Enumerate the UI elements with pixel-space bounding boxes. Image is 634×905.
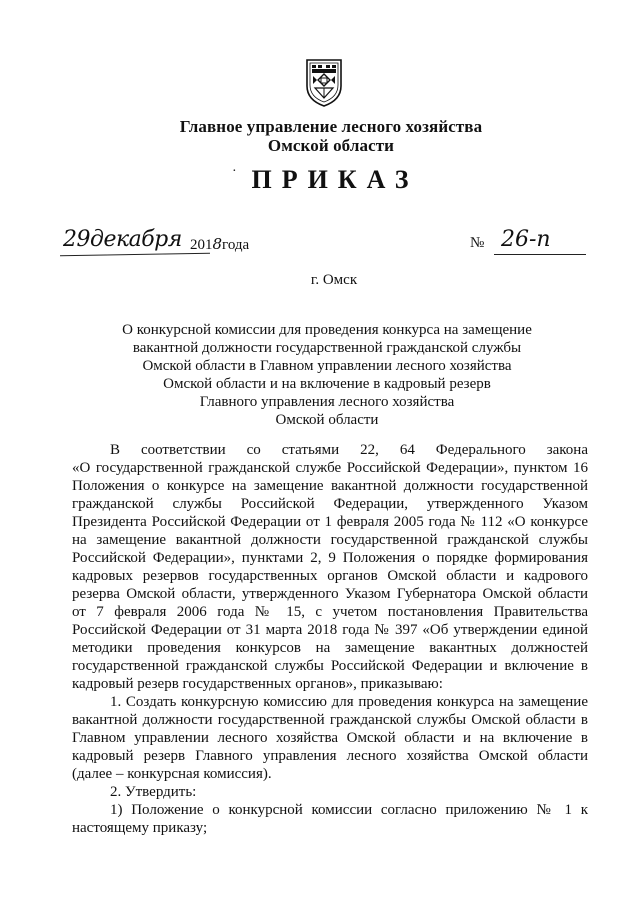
number-underline [494, 254, 586, 255]
heading-line: Омской области и на включение в кадровый резерв [163, 376, 491, 392]
body-line: вакантной должности государственной гражданской службы Омской области в [72, 712, 588, 728]
handwritten-number: 26-п [501, 227, 551, 252]
city: г. Омск [310, 272, 358, 288]
body-line: Главном управлении лесного хозяйства Омской области и на включение в [72, 730, 588, 746]
decorative-dot: · [232, 164, 237, 179]
heading-line: вакантной должности государственной гражданской службы [132, 340, 522, 356]
heading-line: Главного управления лесного хозяйства [199, 394, 455, 410]
handwritten-date: 29декабря [63, 227, 182, 252]
handwritten-year-digit: 8 [212, 235, 223, 253]
body-line: 1. Создать конкурсную комиссию для проведения конкурса на замещение [110, 694, 588, 710]
body-line: (далее – конкурсная комиссия). [72, 766, 272, 782]
body-line: кадровый резерв Главного управления лесного хозяйства Омской области [72, 748, 588, 764]
body-line: настоящему приказу; [72, 820, 208, 836]
body-line: «О государственной гражданской службе Российской Федерации», пунктом 16 [72, 460, 588, 476]
body-line: Президента Российской Федерации от 1 февраля 2005 года № 112 «О конкурсе [72, 514, 588, 530]
body-line: 1) Положение о конкурсной комиссии согласно приложению № 1 к [110, 802, 588, 818]
order-heading [100, 321, 554, 429]
body-line: Положения о конкурсе на замещение вакантной должности государственной [72, 478, 588, 494]
order-body [72, 441, 588, 837]
body-line: Российской Федерации от 31 марта 2018 года № 397 «Об утверждении единой [72, 622, 588, 638]
body-line: от 7 февраля 2006 года № 15, с учетом постановления Правительства [72, 604, 588, 620]
body-line: гражданской службы Российской Федерации, утвержденного Указом [72, 496, 588, 512]
document-title: ПРИКАЗ [251, 165, 419, 194]
body-line: резерва Омской области, утвержденного Указом Губернатора Омской области [72, 586, 588, 602]
body-line: государственной гражданской службы Российской Федерации и включение в [72, 658, 588, 674]
heading-line: Омской области в Главном управлении лесного хозяйства [142, 358, 512, 374]
body-line: на замещение вакантной должности государственной гражданской службы [72, 532, 588, 548]
organization-name: Главное управление лесного хозяйства [179, 117, 483, 136]
body-line: кадровый резерв государственных органов», приказываю: [72, 676, 443, 692]
date-year: 2018года [190, 235, 250, 253]
coat-of-arms-icon [303, 56, 345, 108]
heading-line: Омской области [275, 412, 379, 428]
body-line: Российской Федерации», пунктами 2, 9 Положения о порядке формирования [72, 550, 588, 566]
heading-line: О конкурсной комиссии для проведения конкурса на замещение [122, 322, 532, 338]
body-line: кадровых резервов государственных органов Омской области и кадрового [72, 568, 588, 584]
body-line: методики проведения конкурсов на замещение вакантных должностей [72, 640, 588, 656]
number-label: № [470, 235, 485, 251]
date-underline [60, 253, 210, 257]
body-line: В соответствии со статьями 22, 64 Федерального закона [110, 442, 588, 458]
organization-region: Омской области [267, 136, 395, 155]
body-line: 2. Утвердить: [110, 784, 197, 800]
